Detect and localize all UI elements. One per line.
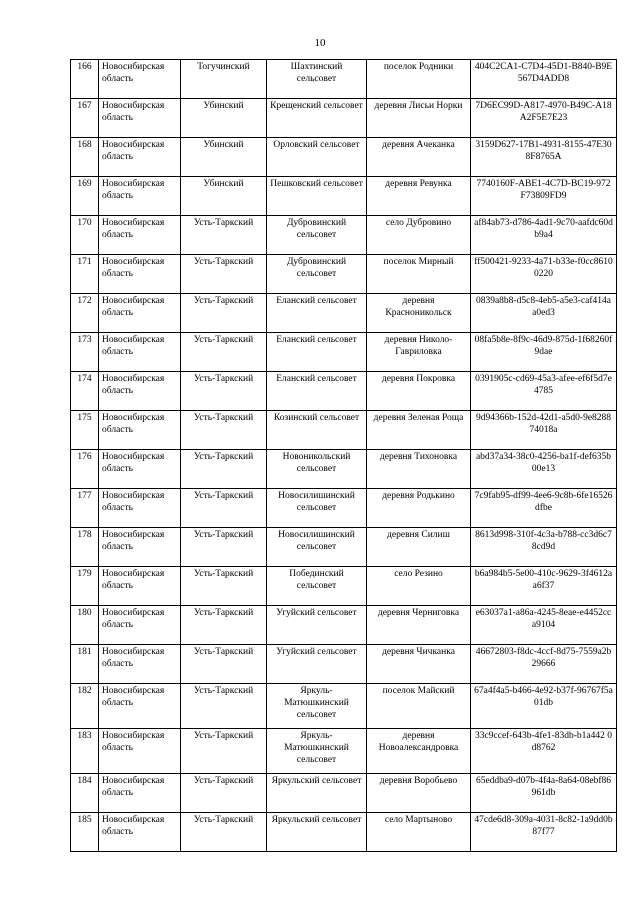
row-number: 173 bbox=[71, 333, 99, 372]
table-row bbox=[71, 177, 617, 216]
row-number: 178 bbox=[71, 528, 99, 567]
district-cell: Усть-Таркский bbox=[181, 216, 267, 255]
settlement-cell: Еланский сельсовет bbox=[267, 333, 367, 372]
region-cell: Новосибирская область bbox=[99, 528, 181, 567]
region-cell: Новосибирская область bbox=[99, 567, 181, 606]
district-cell: Тогучинский bbox=[181, 60, 267, 99]
locality-cell: деревня Ачеканка bbox=[367, 138, 471, 177]
guid-cell: 46672803-f8dc-4ccf-8d75-7559a2b29666 bbox=[471, 645, 617, 684]
district-cell: Убинский bbox=[181, 138, 267, 177]
region-cell: Новосибирская область bbox=[99, 138, 181, 177]
region-cell: Новосибирская область bbox=[99, 684, 181, 729]
locality-cell: деревня Силиш bbox=[367, 528, 471, 567]
table-row bbox=[71, 216, 617, 255]
table-row bbox=[71, 684, 617, 729]
locality-cell: деревня Тихоновка bbox=[367, 450, 471, 489]
guid-cell: 33c9ccef-643b-4fe1-83db-b1a442 0d8762 bbox=[471, 729, 617, 774]
locality-cell: деревня Ревунка bbox=[367, 177, 471, 216]
guid-cell: 0391905c-cd69-45a3-afee-ef6f5d7e4785 bbox=[471, 372, 617, 411]
region-cell: Новосибирская область bbox=[99, 177, 181, 216]
region-cell: Новосибирская область bbox=[99, 645, 181, 684]
region-cell: Новосибирская область bbox=[99, 489, 181, 528]
locality-cell: село Резино bbox=[367, 567, 471, 606]
row-number: 171 bbox=[71, 255, 99, 294]
table-row bbox=[71, 489, 617, 528]
table-row bbox=[71, 411, 617, 450]
region-cell: Новосибирская область bbox=[99, 60, 181, 99]
settlements-table bbox=[70, 59, 617, 852]
guid-cell: 47cde6d8-309a-4031-8c82-1a9dd0b87f77 bbox=[471, 813, 617, 852]
row-number: 176 bbox=[71, 450, 99, 489]
region-cell: Новосибирская область bbox=[99, 216, 181, 255]
region-cell: Новосибирская область bbox=[99, 333, 181, 372]
district-cell: Усть-Таркский bbox=[181, 255, 267, 294]
district-cell: Усть-Таркский bbox=[181, 684, 267, 729]
table-row bbox=[71, 138, 617, 177]
table-row bbox=[71, 645, 617, 684]
locality-cell: деревня Воробьево bbox=[367, 774, 471, 813]
table-row bbox=[71, 60, 617, 99]
row-number: 179 bbox=[71, 567, 99, 606]
table-row bbox=[71, 450, 617, 489]
locality-cell: поселок Мирный bbox=[367, 255, 471, 294]
district-cell: Усть-Таркский bbox=[181, 813, 267, 852]
region-cell: Новосибирская область bbox=[99, 294, 181, 333]
settlement-cell: Новосилишинский сельсовет bbox=[267, 528, 367, 567]
settlement-cell: Новосилишинский сельсовет bbox=[267, 489, 367, 528]
table-row bbox=[71, 567, 617, 606]
settlement-cell: Угуйский сельсовет bbox=[267, 645, 367, 684]
guid-cell: 65eddba9-d07b-4f4a-8a64-08ebf86961db bbox=[471, 774, 617, 813]
settlement-cell: Орловский сельсовет bbox=[267, 138, 367, 177]
row-number: 175 bbox=[71, 411, 99, 450]
guid-cell: 0839a8b8-d5c8-4eb5-a5e3-caf414aa0ed3 bbox=[471, 294, 617, 333]
guid-cell: af84ab73-d786-4ad1-9c70-aafdc60db9a4 bbox=[471, 216, 617, 255]
row-number: 168 bbox=[71, 138, 99, 177]
district-cell: Усть-Таркский bbox=[181, 294, 267, 333]
table-row bbox=[71, 372, 617, 411]
settlement-cell: Дубровинский сельсовет bbox=[267, 255, 367, 294]
district-cell: Усть-Таркский bbox=[181, 450, 267, 489]
row-number: 174 bbox=[71, 372, 99, 411]
table-row bbox=[71, 333, 617, 372]
district-cell: Усть-Таркский bbox=[181, 372, 267, 411]
guid-cell: 67a4f4a5-b466-4e92-b37f-96767f5a01db bbox=[471, 684, 617, 729]
guid-cell: 404C2CA1-C7D4-45D1-B840-B9E567D4ADD8 bbox=[471, 60, 617, 99]
locality-cell: деревня Родькино bbox=[367, 489, 471, 528]
guid-cell: e63037a1-a86a-4245-8eae-e4452cca9104 bbox=[471, 606, 617, 645]
settlement-cell: Козинский сельсовет bbox=[267, 411, 367, 450]
region-cell: Новосибирская область bbox=[99, 729, 181, 774]
table-body bbox=[71, 60, 617, 852]
district-cell: Усть-Таркский bbox=[181, 567, 267, 606]
district-cell: Усть-Таркский bbox=[181, 729, 267, 774]
guid-cell: 7740160F-ABE1-4C7D-BC19-972F73809FD9 bbox=[471, 177, 617, 216]
region-cell: Новосибирская область bbox=[99, 99, 181, 138]
region-cell: Новосибирская область bbox=[99, 774, 181, 813]
page-number: 10 bbox=[314, 37, 326, 49]
row-number: 167 bbox=[71, 99, 99, 138]
region-cell: Новосибирская область bbox=[99, 606, 181, 645]
guid-cell: 8613d998-310f-4c3a-b788-cc3d6c78cd9d bbox=[471, 528, 617, 567]
locality-cell: деревня Красноникольск bbox=[367, 294, 471, 333]
settlement-cell: Новоникольский сельсовет bbox=[267, 450, 367, 489]
district-cell: Усть-Таркский bbox=[181, 489, 267, 528]
district-cell: Усть-Таркский bbox=[181, 774, 267, 813]
settlement-cell: Еланский сельсовет bbox=[267, 294, 367, 333]
guid-cell: 3159D627-17B1-4931-8155-47E308F8765A bbox=[471, 138, 617, 177]
settlement-cell: Пешковский сельсовет bbox=[267, 177, 367, 216]
row-number: 180 bbox=[71, 606, 99, 645]
table-row bbox=[71, 813, 617, 852]
settlement-cell: Побединский сельсовет bbox=[267, 567, 367, 606]
guid-cell: 08fa5b8e-8f9c-46d9-875d-1f68260f9dae bbox=[471, 333, 617, 372]
table-row bbox=[71, 528, 617, 567]
district-cell: Убинский bbox=[181, 99, 267, 138]
locality-cell: поселок Родники bbox=[367, 60, 471, 99]
guid-cell: ff500421-9233-4a71-b33e-f0cc86100220 bbox=[471, 255, 617, 294]
row-number: 185 bbox=[71, 813, 99, 852]
settlement-cell: Яркульский сельсовет bbox=[267, 774, 367, 813]
settlement-cell: Еланский сельсовет bbox=[267, 372, 367, 411]
guid-cell: 7c9fab95-df99-4ee6-9c8b-6fe16526dfbe bbox=[471, 489, 617, 528]
settlement-cell: Яркульский сельсовет bbox=[267, 813, 367, 852]
locality-cell: деревня Новоалександровка bbox=[367, 729, 471, 774]
settlement-cell: Шахтинский сельсовет bbox=[267, 60, 367, 99]
settlement-cell: Яркуль-Матюшкинский сельсовет bbox=[267, 684, 367, 729]
row-number: 182 bbox=[71, 684, 99, 729]
region-cell: Новосибирская область bbox=[99, 255, 181, 294]
table-row bbox=[71, 99, 617, 138]
table-row bbox=[71, 294, 617, 333]
guid-cell: 9d94366b-152d-42d1-a5d0-9e828874018a bbox=[471, 411, 617, 450]
row-number: 166 bbox=[71, 60, 99, 99]
region-cell: Новосибирская область bbox=[99, 372, 181, 411]
row-number: 177 bbox=[71, 489, 99, 528]
guid-cell: abd37a34-38c0-4256-ba1f-def635b00e13 bbox=[471, 450, 617, 489]
settlement-cell: Угуйский сельсовет bbox=[267, 606, 367, 645]
row-number: 181 bbox=[71, 645, 99, 684]
district-cell: Усть-Таркский bbox=[181, 645, 267, 684]
row-number: 170 bbox=[71, 216, 99, 255]
table-row bbox=[71, 606, 617, 645]
region-cell: Новосибирская область bbox=[99, 813, 181, 852]
locality-cell: деревня Чичканка bbox=[367, 645, 471, 684]
table-row bbox=[71, 729, 617, 774]
district-cell: Убинский bbox=[181, 177, 267, 216]
locality-cell: деревня Лисьи Норки bbox=[367, 99, 471, 138]
district-cell: Усть-Таркский bbox=[181, 606, 267, 645]
locality-cell: поселок Майский bbox=[367, 684, 471, 729]
region-cell: Новосибирская область bbox=[99, 411, 181, 450]
guid-cell: b6a984b5-5e00-410c-9629-3f4612aa6f37 bbox=[471, 567, 617, 606]
district-cell: Усть-Таркский bbox=[181, 528, 267, 567]
row-number: 183 bbox=[71, 729, 99, 774]
row-number: 169 bbox=[71, 177, 99, 216]
region-cell: Новосибирская область bbox=[99, 450, 181, 489]
settlement-cell: Крещенский сельсовет bbox=[267, 99, 367, 138]
locality-cell: деревня Покровка bbox=[367, 372, 471, 411]
guid-cell: 7D6EC99D-A817-4970-B49C-A18A2F5E7E23 bbox=[471, 99, 617, 138]
settlement-cell: Яркуль-Матюшкинский сельсовет bbox=[267, 729, 367, 774]
locality-cell: деревня Черниговка bbox=[367, 606, 471, 645]
locality-cell: деревня Зеленая Роща bbox=[367, 411, 471, 450]
district-cell: Усть-Таркский bbox=[181, 411, 267, 450]
table-row bbox=[71, 255, 617, 294]
district-cell: Усть-Таркский bbox=[181, 333, 267, 372]
row-number: 184 bbox=[71, 774, 99, 813]
table-row bbox=[71, 774, 617, 813]
locality-cell: село Мартыново bbox=[367, 813, 471, 852]
settlement-cell: Дубровинский сельсовет bbox=[267, 216, 367, 255]
locality-cell: деревня Николо-Гавриловка bbox=[367, 333, 471, 372]
row-number: 172 bbox=[71, 294, 99, 333]
locality-cell: село Дубровино bbox=[367, 216, 471, 255]
